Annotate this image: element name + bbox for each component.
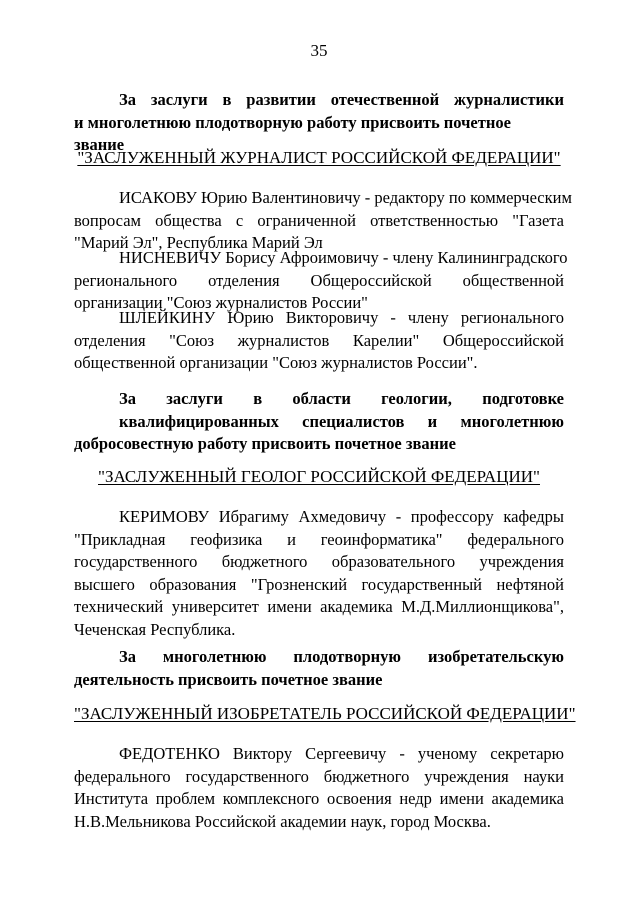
awardee-line: вопросам общества с ограниченной ответственностью "Газета: [74, 210, 564, 230]
awardee-line: Чеченская Республика.: [74, 619, 236, 639]
award-intro: [74, 646, 564, 691]
awardee-line: ШЛЕЙКИНУ Юрию Викторовичу - члену регионального: [119, 308, 564, 327]
awardee-line: КЕРИМОВУ Ибрагиму Ахмедовичу - профессору кафедры: [119, 507, 564, 526]
intro-line: добросовестную работу присвоить почетное звание: [74, 434, 456, 453]
awardee-paragraph: [74, 743, 564, 833]
section-inventor-title-wrap: [74, 704, 576, 724]
section-journalist: [74, 89, 564, 157]
awardee-isakov: [74, 187, 572, 255]
awardee-kerimov: [74, 506, 564, 641]
section-geologist: [74, 388, 564, 456]
award-title: "ЗАСЛУЖЕННЫЙ ЖУРНАЛИСТ РОССИЙСКОЙ ФЕДЕРАЦИИ": [77, 148, 561, 167]
intro-line: деятельность присвоить почетное звание: [74, 669, 383, 689]
awardee-line: "Прикладная геофизика и геоинформатика" федерального: [74, 529, 564, 549]
intro-line: квалифицированных специалистов и многолетнюю: [119, 411, 564, 431]
awardee-line: регионального отделения Общероссийской общественной: [74, 270, 564, 290]
awardee-line: организации "Союз журналистов России": [74, 293, 368, 312]
awardee-line: государственного бюджетного образовательного учреждения: [74, 552, 564, 571]
award-intro: [74, 89, 564, 157]
awardee-paragraph: [74, 506, 564, 641]
awardee-line: высшего образования "Грозненский государственный нефтяной: [74, 574, 564, 594]
intro-line: За заслуги в области геологии, подготовке: [119, 389, 564, 408]
awardee-shleykin: [74, 307, 564, 375]
section-inventor: [74, 646, 564, 691]
page-number: 35: [310, 41, 328, 60]
section-geologist-title-wrap: [74, 467, 564, 487]
awardee-line: общественной организации "Союз журналистов России".: [74, 353, 478, 372]
awardee-line: технический университет имени академика М.Д.Миллионщикова",: [74, 597, 564, 616]
awardee-line: отделения "Союз журналистов Карелии" Общероссийской: [74, 330, 564, 350]
award-intro: [74, 388, 564, 456]
award-title: "ЗАСЛУЖЕННЫЙ ИЗОБРЕТАТЕЛЬ РОССИЙСКОЙ ФЕДЕРАЦИИ": [74, 704, 576, 723]
intro-line: За заслуги в развитии отечественной журналистики: [119, 90, 564, 109]
awardee-paragraph: [74, 247, 568, 315]
intro-line: и многолетнюю плодотворную работу присвоить почетное звание: [74, 112, 511, 154]
awardee-line: "Марий Эл", Республика Марий Эл: [74, 233, 323, 252]
awardee-line: Института проблем комплексного освоения недр имени академика: [74, 789, 564, 808]
awardee-fedotenko: [74, 743, 564, 833]
awardee-line: НИСНЕВИЧУ Борису Афроимовичу - члену Калининградского: [119, 248, 568, 267]
section-journalist-title-wrap: [74, 148, 564, 168]
intro-line: За многолетнюю плодотворную изобретательскую: [119, 647, 564, 666]
awardee-line: Н.В.Мельникова Российской академии наук, город Москва.: [74, 811, 491, 831]
awardee-paragraph: [74, 187, 572, 255]
awardee-line: федерального государственного бюджетного учреждения науки: [74, 766, 564, 786]
awardee-nisnevich: [74, 247, 568, 315]
award-title: "ЗАСЛУЖЕННЫЙ ГЕОЛОГ РОССИЙСКОЙ ФЕДЕРАЦИИ": [98, 467, 540, 486]
awardee-line: ИСАКОВУ Юрию Валентиновичу - редактору по коммерческим: [119, 188, 572, 207]
awardee-paragraph: [74, 307, 564, 375]
awardee-line: ФЕДОТЕНКО Виктору Сергеевичу - ученому секретарю: [119, 744, 564, 763]
document-page: [74, 0, 576, 905]
